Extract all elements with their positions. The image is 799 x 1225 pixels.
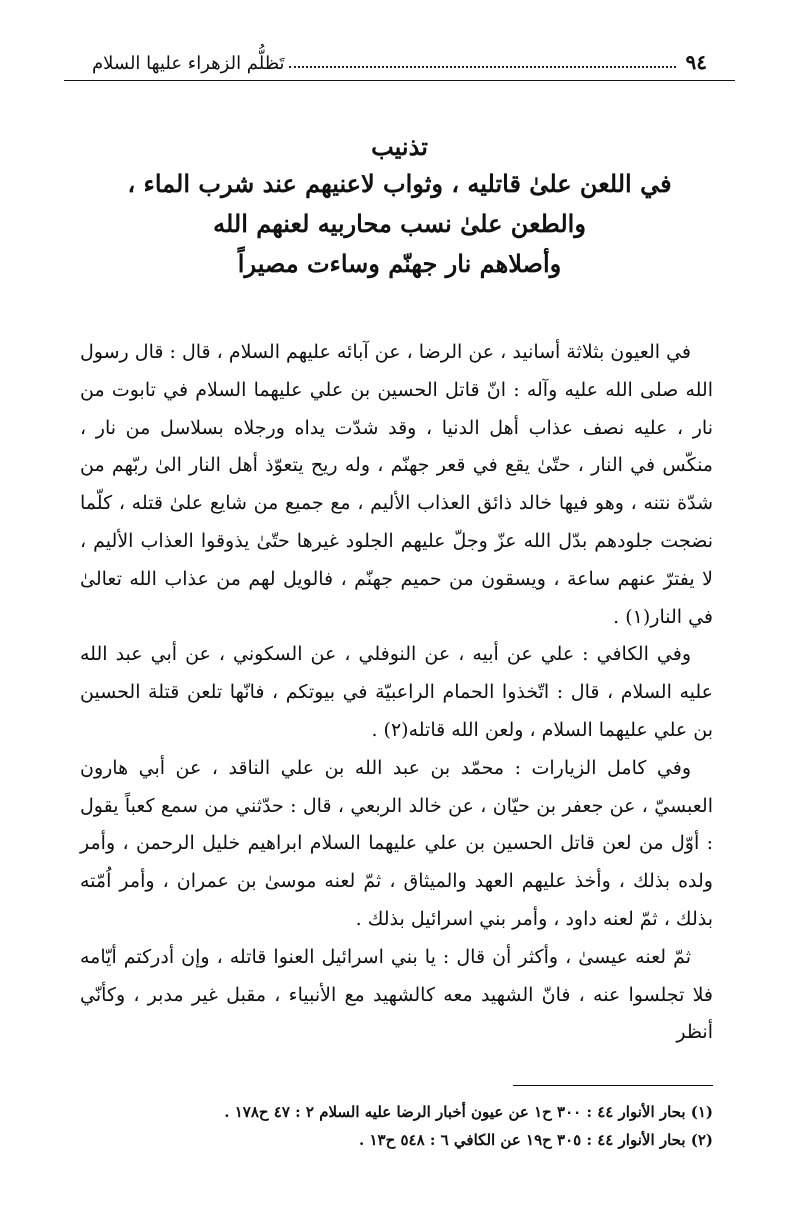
paragraph: ثمّ لعنه عيسىٰ ، وأكثر أن قال : يا بني اسرائيل العنوا قاتله ، وإن أدركتم أيّامه فلا تجلسوا عنه ، فانّ الشهيد معه كالشهيد مع الأنبياء ، مقبل غير مدبر ، وكأنّي أنظر	[80, 945, 713, 1044]
footnotes	[80, 1098, 713, 1154]
section-heading	[60, 130, 739, 284]
page-number: ٩٤	[685, 50, 707, 74]
footnote-rule	[513, 1085, 713, 1086]
paragraph: وفي الكافي : علي عن أبيه ، عن النوفلي ، عن السكوني ، عن أبي عبد الله عليه السلام ، قال : اتّخذوا الحمام الراعبيّة في بيوتكم ، فانّها تلعن قتلة الحسين بن علي عليهما السلام ، ولعن الله قاتله(٢) .	[80, 643, 713, 741]
running-head	[92, 38, 707, 74]
running-title: تَظلُّم الزهراء عليها السلام	[92, 53, 285, 74]
leader-dots	[289, 66, 676, 68]
paragraph: في العيون بثلاثة أسانيد ، عن الرضا ، عن آبائه عليهم السلام ، قال : قال رسول الله صلى الله عليه وآله : انّ قاتل الحسين بن علي عليهما السلام في تابوت من نار ، عليه نصف عذاب أهل الدنيا ، وقد شدّت يداه ورجلاه بسلاسل من نار ، منكّس في النار ، حتّىٰ يقع في قعر جهنّم ، وله ريح يتعوّذ أهل النار الىٰ ربّهم من شدّة نتنه ، وهو فيها خالد ذائق العذاب الأليم ، مع جميع من شايع علىٰ قتله ، كلّما نضجت جلودهم بدّل الله عزّ وجلّ عليهم الجلود غيرها حتّىٰ يذوقوا العذاب الأليم ، لا يفترّ عنهم ساعة ، ويسقون من حميم جهنّم ، فالويل لهم من عذاب الله تعالىٰ في النار(١) .	[80, 341, 714, 628]
section-subtitle-line: والطعن علىٰ نسب محاربيه لعنهم الله	[213, 209, 586, 238]
section-subtitle-line: في اللعن علىٰ قاتليه ، وثواب لاعنيهم عند شرب الماء ،	[127, 169, 672, 198]
header-rule	[64, 80, 735, 81]
section-title: تذنيب	[371, 132, 428, 161]
paragraph: وفي كامل الزيارات : محمّد بن عبد الله بن علي الناقد ، عن أبي هارون العبسيّ ، عن جعفر بن حيّان ، عن خالد الربعي ، قال : حدّثني من سمع كعباً يقول : أوّل من لعن قاتل الحسين بن علي عليهما السلام ابراهيم خليل الرحمن ، وأمر ولده بذلك ، وأخذ عليهم العهد والميثاق ، ثمّ لعنه موسىٰ بن عمران ، وأمر اُمّته بذلك ، ثمّ لعنه داود ، وأمر بني اسرائيل بذلك .	[80, 756, 713, 930]
footnote: (١) بحار الأنوار ٤٤ : ٣٠٠ ح١ عن عيون أخبار الرضا عليه السلام ٢ : ٤٧ ح١٧٨ .	[224, 1103, 713, 1121]
section-subtitle-line: وأصلاهم نار جهنّم وساءت مصيراً	[237, 249, 562, 278]
body-text	[80, 334, 713, 1052]
footnote: (٢) بحار الأنوار ٤٤ : ٣٠٥ ح١٩ عن الكافي ٦ : ٥٤٨ ح١٣ .	[359, 1131, 713, 1149]
